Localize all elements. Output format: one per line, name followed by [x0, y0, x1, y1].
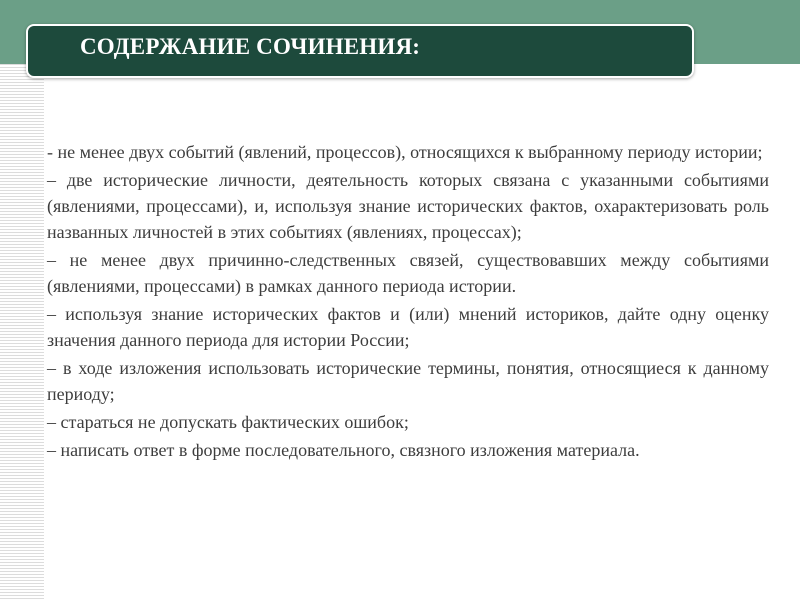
decorative-stripes — [0, 64, 44, 600]
slide-title: СОДЕРЖАНИЕ СОЧИНЕНИЯ: — [80, 34, 421, 59]
list-item: – стараться не допускать фактических ошибок; — [47, 412, 409, 432]
list-item: – написать ответ в форме последовательного, связного изложения материала. — [47, 440, 640, 460]
list-item: – в ходе изложения использовать исторические термины, понятия, относящиеся к данному периоду; — [47, 358, 769, 404]
requirements-list — [47, 139, 769, 463]
list-item: – не менее двух причинно-следственных связей, существовавших между событиями (явлениями, процессами) в рамках данного периода истории. — [47, 250, 769, 296]
list-item: – две исторические личности, деятельность которых связана с указанными событиями (явлениями, процессами), и, используя знание исторических фактов, охарактеризовать роль названных личностей в этих событиях (явлениях, процессах); — [47, 170, 769, 242]
list-item: – используя знание исторических фактов и (или) мнений историков, дайте одну оценку значения данного периода для истории России; — [47, 304, 769, 350]
list-item: - не менее двух событий (явлений, процессов), относящихся к выбранному периоду истории; — [47, 142, 763, 162]
title-banner — [26, 24, 694, 78]
